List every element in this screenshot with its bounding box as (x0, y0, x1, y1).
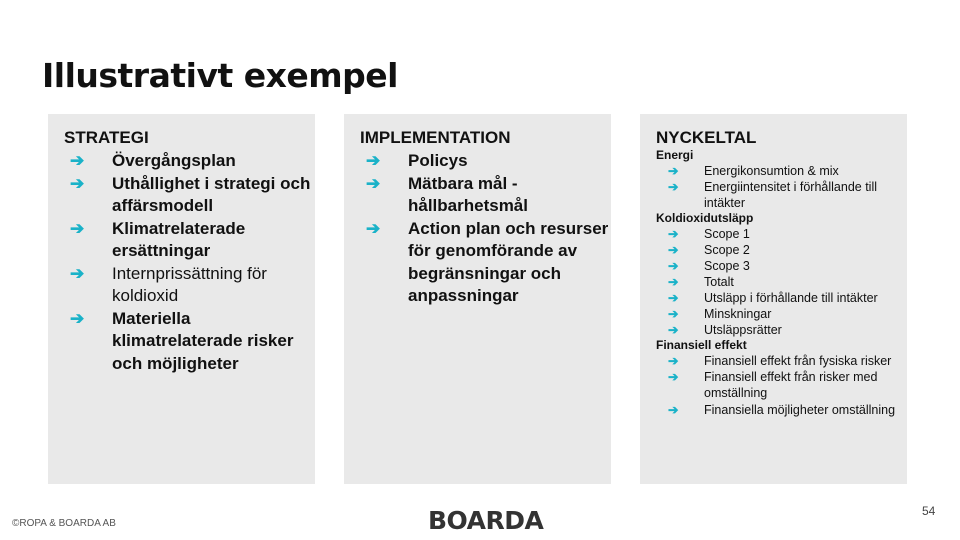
kpi-item-label: Scope 1 (704, 227, 750, 241)
kpi-item (656, 274, 907, 290)
kpi-item-label: Minskningar (704, 307, 772, 321)
kpi-item (656, 322, 907, 338)
kpi-group-title: Finansiell effekt (656, 338, 747, 352)
arrow-icon: ➔ (366, 151, 381, 170)
strategy-item-label: Materiella klimatrelaterade risker och möjligheter (112, 308, 294, 373)
arrow-icon: ➔ (668, 227, 679, 241)
strategy-item (64, 218, 315, 263)
kpi-item-label: Utsläpp i förhållande till intäkter (704, 291, 878, 305)
arrow-icon: ➔ (668, 275, 679, 289)
kpi-item (656, 258, 907, 274)
strategy-item-label: Internprissättning för koldioxid (112, 263, 267, 305)
kpi-item-label: Energikonsumtion & mix (704, 164, 839, 178)
strategy-item (64, 173, 315, 218)
implementation-item-label: Policys (408, 151, 468, 170)
kpi-item (656, 179, 907, 211)
page-number: 54 (922, 504, 936, 518)
strategy-list (64, 150, 315, 375)
kpi-group-title: Koldioxidutsläpp (656, 211, 754, 225)
implementation-item-label: Mätbara mål - hållbarhetsmål (408, 173, 528, 215)
arrow-icon: ➔ (70, 263, 85, 283)
implementation-panel (344, 114, 611, 484)
implementation-list (360, 150, 611, 308)
kpi-group-list (656, 226, 907, 338)
arrow-icon: ➔ (668, 291, 679, 305)
strategy-item (64, 263, 315, 308)
kpi-item-label: Scope 2 (704, 243, 750, 257)
kpi-item-label: Finansiell effekt från fysiska risker (704, 354, 892, 368)
kpi-group-list (656, 163, 907, 211)
boarda-logo: BOARDA (428, 506, 544, 535)
arrow-icon: ➔ (668, 243, 679, 257)
arrow-icon: ➔ (668, 180, 679, 194)
kpi-item (656, 242, 907, 258)
implementation-item (360, 150, 611, 173)
kpi-item-label: Energiintensitet i förhållande till intäkter (704, 180, 878, 210)
kpi-groups (656, 148, 907, 419)
kpi-item-label: Finansiella möjligheter omställning (704, 403, 896, 417)
implementation-item-label: Action plan och resurser för genomförande av begränsningar och anpassningar (408, 218, 609, 305)
arrow-icon: ➔ (70, 173, 85, 193)
kpi-item (656, 369, 907, 401)
kpi-heading: NYCKELTAL (656, 128, 757, 147)
kpi-item (656, 353, 907, 369)
arrow-icon: ➔ (668, 323, 679, 337)
kpi-item-label: Scope 3 (704, 259, 750, 273)
kpi-item (656, 226, 907, 242)
kpi-item-label: Finansiell effekt från risker med omställning (704, 370, 878, 400)
arrow-icon: ➔ (668, 307, 679, 321)
page-title: Illustrativt exempel (42, 56, 398, 95)
strategy-item (64, 308, 315, 376)
arrow-icon: ➔ (70, 308, 85, 328)
kpi-item-label: Utsläppsrätter (704, 323, 782, 337)
implementation-heading: IMPLEMENTATION (360, 128, 511, 147)
strategy-item-label: Klimatrelaterade ersättningar (112, 218, 246, 260)
kpi-group-title: Energi (656, 148, 694, 162)
kpi-item (656, 163, 907, 179)
strategy-panel (48, 114, 315, 484)
strategy-item-label: Övergångsplan (112, 151, 236, 170)
kpi-panel (640, 114, 907, 484)
kpi-group-list (656, 353, 907, 419)
kpi-item-label: Totalt (704, 275, 734, 289)
arrow-icon: ➔ (668, 259, 679, 273)
strategy-item-label: Uthållighet i strategi och affärsmodell (112, 173, 311, 215)
strategy-heading: STRATEGI (64, 128, 149, 147)
arrow-icon: ➔ (70, 218, 85, 238)
kpi-item (656, 401, 907, 419)
arrow-icon: ➔ (668, 403, 679, 417)
implementation-item (360, 218, 611, 308)
arrow-icon: ➔ (668, 354, 679, 368)
arrow-icon: ➔ (70, 151, 85, 170)
copyright: ©ROPA & BOARDA AB (12, 518, 116, 529)
strategy-item (64, 150, 315, 173)
implementation-item (360, 173, 611, 218)
kpi-item (656, 290, 907, 306)
arrow-icon: ➔ (668, 164, 679, 178)
kpi-item (656, 306, 907, 322)
arrow-icon: ➔ (668, 370, 679, 384)
arrow-icon: ➔ (366, 173, 381, 193)
arrow-icon: ➔ (366, 218, 381, 238)
